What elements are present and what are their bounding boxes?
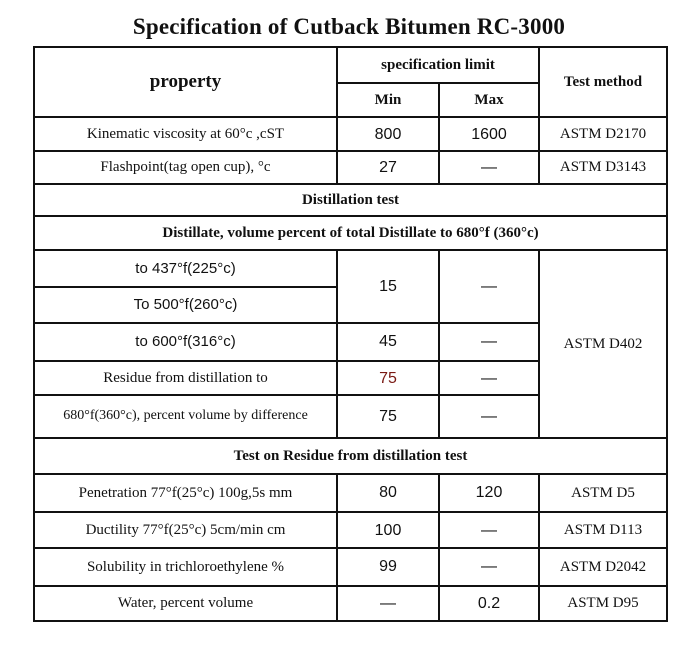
- table-row: [34, 548, 667, 585]
- min-cell: 75: [337, 395, 439, 437]
- min-cell: 15: [337, 250, 439, 323]
- min-cell: 80: [337, 474, 439, 512]
- max-cell: —: [439, 323, 539, 361]
- property-cell: Kinematic viscosity at 60°c ,cST: [34, 117, 337, 150]
- method-cell: ASTM D5: [539, 474, 667, 512]
- max-cell: —: [439, 250, 539, 323]
- property-cell: Residue from distillation to: [34, 361, 337, 395]
- property-cell: Flashpoint(tag open cup), °c: [34, 151, 337, 184]
- section-distillation: Distillation test: [34, 184, 667, 216]
- header-spec-limit: specification limit: [337, 47, 539, 83]
- max-cell: —: [439, 548, 539, 585]
- max-cell: 0.2: [439, 586, 539, 621]
- property-cell: To 500°f(260°c): [34, 287, 337, 323]
- min-cell: 100: [337, 512, 439, 548]
- property-cell: Ductility 77°f(25°c) 5cm/min cm: [34, 512, 337, 548]
- distillation-subtitle: Distillate, volume percent of total Distillate to 680°f (360°c): [34, 216, 667, 250]
- min-cell: 27: [337, 151, 439, 184]
- page-title: Specification of Cutback Bitumen RC-3000: [132, 14, 566, 39]
- property-cell: to 437°f(225°c): [34, 250, 337, 286]
- min-cell: 800: [337, 117, 439, 150]
- method-cell: ASTM D113: [539, 512, 667, 548]
- property-cell: Penetration 77°f(25°c) 100g,5s mm: [34, 474, 337, 512]
- property-cell: 680°f(360°c), percent volume by difference: [34, 395, 337, 437]
- table-row: [34, 250, 667, 286]
- max-cell: —: [439, 151, 539, 184]
- max-cell: 1600: [439, 117, 539, 150]
- specification-table: [33, 46, 668, 622]
- table-row: [34, 512, 667, 548]
- table-row: [34, 474, 667, 512]
- property-cell: Solubility in trichloroethylene %: [34, 548, 337, 585]
- property-cell: to 600°f(316°c): [34, 323, 337, 361]
- header-min: Min: [337, 83, 439, 117]
- min-cell: 99: [337, 548, 439, 585]
- max-cell: —: [439, 361, 539, 395]
- header-property: property: [34, 47, 337, 117]
- method-cell: ASTM D402: [539, 250, 667, 437]
- max-cell: —: [439, 395, 539, 437]
- max-cell: —: [439, 512, 539, 548]
- table-row: [34, 151, 667, 184]
- min-cell: 75: [337, 361, 439, 395]
- header-max: Max: [439, 83, 539, 117]
- property-cell: Water, percent volume: [34, 586, 337, 621]
- min-cell: —: [337, 586, 439, 621]
- method-cell: ASTM D95: [539, 586, 667, 621]
- header-test-method: Test method: [539, 47, 667, 117]
- method-cell: ASTM D2170: [539, 117, 667, 150]
- method-cell: ASTM D3143: [539, 151, 667, 184]
- section-residue: Test on Residue from distillation test: [34, 438, 667, 474]
- table-row: [34, 117, 667, 150]
- table-row: [34, 586, 667, 621]
- method-cell: ASTM D2042: [539, 548, 667, 585]
- min-cell: 45: [337, 323, 439, 361]
- max-cell: 120: [439, 474, 539, 512]
